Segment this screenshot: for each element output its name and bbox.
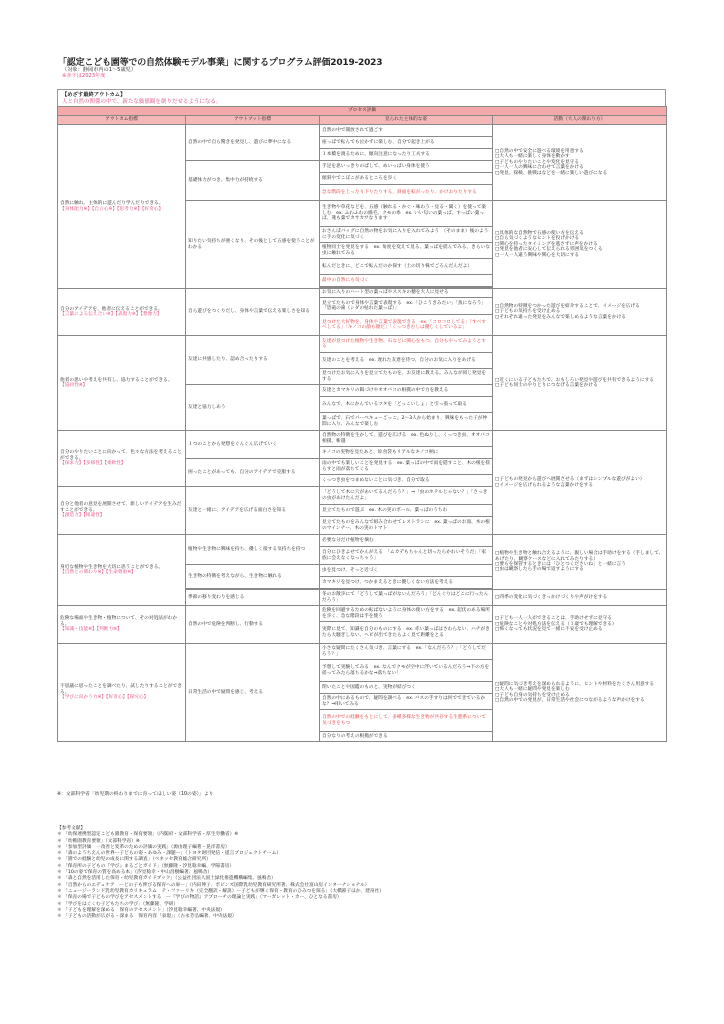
outcome-cell: 自分のアイデアを、他者に伝えることができる。 【言葉による伝え合い※】【表現力※】【想像力】 <box>58 289 186 336</box>
program-evaluation-table <box>57 106 667 742</box>
behavior-cell: 転んだときに、どこで転んだのか探す（土の切り株でごろんだんだよ） <box>320 259 493 275</box>
col-activity: 活動（大人の関わり方） <box>493 116 667 125</box>
reference-item: ＊ 「幼稚園教育要領」（文部科学省）※ <box>57 838 140 844</box>
behavior-cell: 自然の中にあるもので、疑問を調べる ex. バスの手すりは何でできているかな？⇒叩いてみる <box>320 694 493 710</box>
behavior-cell: 見つけたお気に入りを見立てたものを、お友達に教える。みんなが同じ発見をする <box>320 369 493 385</box>
reference-item: ＊ 「森と自然を活用した保育・幼児教育ガイドブック」（公益社団法人国土緑化推進機構編集、風鳴舎） <box>57 876 276 882</box>
behavior-cell: 見立てたもので身体や言葉で表現する ex.「ひこうきみたい」「魚になろう」「恐竜の歯（シダの枯れた葉っぱ）」 <box>320 298 493 315</box>
behavior-cell: 見立てたものをみんなで組み合わせてレストランに ex. 葉っぱのお皿、木の根のウインナー、木の実のトマト <box>320 517 493 535</box>
reference-item: ＊ 「保育所の子どもの『学び』まるごとガイド」（無藤隆・汐見稔幸編、学陽書房） <box>57 863 235 869</box>
output-cell: 基礎体力がつき、集中力が持続する <box>186 161 320 201</box>
behavior-cell: 自然の中で開放されて過ごす <box>320 125 493 137</box>
output-cell: 困ったことがあっても、自分のアイデアで克服する <box>186 459 320 487</box>
reference-item: ＊ 「子どもの活動が広がる・深まる 保育内容「表現」」（古永芳弘編著、中央法規） <box>57 914 237 920</box>
behavior-cell: 冬のお散歩にて「どうして葉っぱがないんだろう」「どんぐりはどこに行ったんだろう」 <box>320 590 493 606</box>
behavior-cell: カマキリを見つけ、つかまえるときに優しくない方法を考える <box>320 577 493 589</box>
outcome-cell: 危険な場面や生き物・植物について、その対処法がわかる。 【知識・技能※】【判断力※】 <box>58 606 186 644</box>
reference-item: ＊ 「保育の場で子どもの学びをアセスメントする ー『学びの物語』アプローチの理論と実践」（マーガレット・カー、ひとなる書房） <box>57 895 342 901</box>
behavior-cell: お気に入りのハート型の葉っぱやススキの穂を大人に見せる <box>320 289 493 298</box>
outcome-cell: 身近な植物や生き物を大切に思うことができる。 【自然との関わり※】【生命尊重※】 <box>58 535 186 606</box>
col-behavior: 見られた主体的な姿 <box>320 116 493 125</box>
reference-item: ＊ 「学びをはぐくむ子どもたちの学び」（無藤隆、学研） <box>57 901 179 907</box>
behavior-cell: 急な階段を上ったり下りたりする、斜面を転がったり、かけおりたりする <box>320 185 493 201</box>
behavior-cell: くっつき虫をつまめないことに気づき、自分で取る <box>320 475 493 487</box>
activity-cell: □近くにいる子どもたちで、おもしろい発見や遊びを共有できるようにする □子ども同士のやりとりにつなげる言葉をかける <box>493 336 667 431</box>
behavior-cell: 小さな疑問にたくさん気づき、言葉にする ex.「なんだろう？」「どうしてだろう？」 <box>320 644 493 660</box>
behavior-cell: 生き物や草花などを、五感（触れる・かぐ・味わう・見る・聞く）を使って楽しむ ex. ふわふわの綿毛、クモの糸 ex. いい匂いの葉っぱ、すっぱい葉っぱ、蓮も葉でカサカサなります <box>320 201 493 227</box>
output-cell: 日常生活の中で疑問を感じ、考える <box>186 644 320 742</box>
activity-cell: □四季の変化に気づくきっかけづくりや声がけをする <box>493 590 667 606</box>
activity-cell: □自然物の特徴をつかった遊びを紹介することで、イメージを広げる □子どもの気持ちを受け止める □それぞれ違った発見をみんなで楽しめるような言葉をかける <box>493 289 667 336</box>
outcome-cell: 自分のやりたいことに向かって、色々な方法を考えることができる。 【探求力】【多様性】【柔軟性】 <box>58 431 186 487</box>
outcome-cell: 自然に触れ、主体的に遊んだり学んだりできる。 【身体能力※】【自立心※】【思考力※】【好奇心】 <box>58 125 186 289</box>
behavior-cell: 友達のことを考える ex. 遅れた友達を待つ、自分のお気に入りをあげる <box>320 353 493 369</box>
behavior-cell: 自然の中での経験をもとにして、多種多様な生き物が共存する生態系について気づきをもつ <box>320 710 493 732</box>
col-output: アウトプット指標 <box>186 116 320 125</box>
behavior-cell: 実際に見て、知識を自分のものにする ex. 赤い葉っぱはさわらない、ハチがきたら大騒ぎしない、ヘビが出てきたらよく見て距離をとる <box>320 622 493 644</box>
activity-cell: □具体的な自然物で五感の使い方を伝える □自ら気づくようなヒントを投げかける □関心を持ったタイミングを逃さずに声をかける □発見を他者に安心して伝えられる雰囲気をつくる □一人一人違う興味や関心を大切にする <box>493 201 667 289</box>
reference-item: ＊ 「子どもを理解を深める 保育のアセスメント」（汐見稔幸編著、中央法規） <box>57 907 225 913</box>
output-cell: 自然の中で危険を判断し、行動する <box>186 606 320 644</box>
reference-item: ＊ 「園での経験と幼児の成長に関する調査」（ベネッセ教育総合研究所） <box>57 857 211 863</box>
output-cell: 知りたい気持ちが強くなり、その後として五感を使うことがわかる <box>186 201 320 289</box>
behavior-cell: 植物同士を発見をする ex. 角度を変えて見る、葉っぱを揺んでみる、きらいな虫に触れてみる <box>320 243 493 259</box>
behavior-cell: 虫を見つけ、そっと近づく <box>320 565 493 577</box>
behavior-cell: キノコの実物を見たあと、絵食袋もリアルなキノコ柄に <box>320 447 493 459</box>
reference-item: ＊ 「ニュージーランド乳幼児教育カリキュラム テ・ファーリキ（完全翻訳・解説）ー子どもが輝く保育・教育のひみつを探る」（大橋節子ほか、建帛社） <box>57 888 384 894</box>
col-outcome: アウトカム指標 <box>58 116 186 125</box>
behavior-cell: 手足を思いっきりのばして、めいっぱい身体を使う <box>320 161 493 173</box>
final-outcome-box <box>57 89 666 107</box>
references <box>57 826 384 920</box>
output-cell: 生き物の特徴を考えながら、生き物に触れる <box>186 565 320 589</box>
behavior-cell: 見立てたもので遊ぶ ex. 木の実のボール、葉っぱのうちわ <box>320 505 493 517</box>
behavior-cell: 危険を回避するための転ばないように身体の使い方をする ex. 起伏のある場所を歩く、急な階段は手を使う <box>320 606 493 622</box>
behavior-cell: 予想して実験してみる ex. なんでクモが空中に浮いているんだろう⇒下の方を揺ってみたら落ちるかな⇒落ちない！ <box>320 660 493 682</box>
process-header: プロセス評価 <box>58 107 667 116</box>
outcome-cell: 不思議に思ったことを調べたり、試したりすることができる。 【学びに向かう力※】【好奇心】【探究心】 <box>58 644 186 742</box>
reference-item: ＊ 「自然からのエデュケア ーどの子も伸びる保育への扉ー」（内田伸子、ポピンズ国際乳幼児教育研究所著、株式会社富山房インターナショナル） <box>57 882 370 888</box>
final-outcome-label: 【めざす最終アウトカム】 <box>62 92 126 98</box>
behavior-cell: 友達が見つけた植物や生き物、石などに関心をもつ、自分もやってみようとする <box>320 336 493 353</box>
output-cell: 自然の中で自ら驚きを発見し、遊びに夢中になる <box>186 125 320 161</box>
activity-cell: □子ども一人一人ができることは、手助けせずに見守る □危険なことや対処方法を伝える（１歳でも理解できる） □怖くなっても状況を見て一緒に不安を受け止める <box>493 606 667 644</box>
behavior-cell: 「どうして木に穴があいてるんだろう？」⇒「虫のホテルじゃない？」「さっきの虫があけたんだよ」 <box>320 487 493 505</box>
behavior-cell: 見つけた大好物を、身体や言葉で表現できる ex.「コロコロしてる」「すべすべしてる」「キノコの顔も顔だ」「くっつきむしは優しくしているよ」 <box>320 315 493 336</box>
behavior-cell: 自分なりの考えの根拠ができる <box>320 732 493 742</box>
output-cell: 植物や生き物に興味を持ち、優しく接する気持ちを持つ <box>186 535 320 565</box>
activity-cell: □植物や生き物と触れ合えるように、親しい場合は手助けをする（手しまして、あげたり、観察ケースなどに入れてみたりする） □要らを保管するときには「ひとつくださいね」と一緒に言う □虫は観察したら手の場で返すようにする <box>493 535 667 590</box>
output-cell: 友達と協力しあう <box>186 385 320 431</box>
reference-item: ＊ 「森のようちえんの世界ー子どもの姿・あゆみ・課題ー」（トヨタ財団発信・提言プロジェクトチーム） <box>57 851 282 857</box>
behavior-cell: 閉いたことや図鑑のものと、実物が結びつく <box>320 682 493 694</box>
behavior-cell: 傾斜やでこぼこがあるところを歩く <box>320 173 493 185</box>
red-text-note: ※赤字は2023年度 <box>62 73 106 79</box>
output-cell: 季節の移り変わりを感じる <box>186 590 320 606</box>
activity-cell: □自然の中で安全に遊べる環境を用意する □大人も一緒に楽しく身体を動かす □子どものやりたいことや変化を見守る □一人一人の興味に合わせて言葉をかける □発見、探検、挑戦はなどを一緒に楽しい遊びになる <box>493 125 667 201</box>
output-cell: 友達に共感したり、認め合ったりする <box>186 336 320 385</box>
output-cell: 自ら遊びをつくりだし、身体や言葉で伝える楽しさを知る <box>186 289 320 336</box>
target-note: （対象：静岡市内の1～5歳児） <box>62 67 137 73</box>
references-title: 【参考文献】 <box>57 826 86 831</box>
reference-item: ＊ 「10の姿で保育の質を高める本」（汐見稔幸・中山昌樹編著、風鳴舎） <box>57 870 213 876</box>
reference-item: ＊ 「参加型評価 一改善と変革のための評価の実践」（源由理子編著・晃洋書房） <box>57 844 230 850</box>
output-cell: １つのことから発想をぐんぐん広げていく <box>186 431 320 459</box>
output-cell: 友達と一緒に、アイデアを広げる面白さを知る <box>186 487 320 535</box>
reference-item: ＊ 「幼保連携型認定こども園教育・保育要領」（内閣府・文部科学省・厚生労働省）※ <box>57 832 239 838</box>
outcome-cell: 自分と他者の意見を展開させて、新しいアイデアを生みだすことができる。 【創造力】【相違性】 <box>58 487 186 535</box>
behavior-cell: おさんぽバッグに自然の物をお気に入りを入れてみよう （そのまま）後のように手の変化に気づく <box>320 227 493 243</box>
behavior-cell: 必要な分だけ植物を摘む <box>320 535 493 547</box>
activity-cell: □子どもの発見から遊びへ展開させる（まずはシンプルな遊びがよい） □イメージを広げられるような言葉かけをする <box>493 431 667 535</box>
behavior-cell: 最中の自然にも気づく <box>320 275 493 287</box>
behavior-cell: 友達とカマキリの餌づけやオオバコの相撲の中で力を教える <box>320 385 493 397</box>
page-title: 「認定こども園等での自然体験モデル事業」に関するプログラム評価2019-2023 <box>58 58 383 68</box>
final-outcome-text: 人と自然の関係の中で、新たな価値観を創りだせるようになる。 <box>62 99 222 105</box>
behavior-cell: 雨の中でも楽しいことを発見する ex. 葉っぱの中で雨を隠すこと、木の根を揺らすと雨が落ちてくる <box>320 459 493 475</box>
footnote: ※：文部科学省「幼児期の終わりまでに育ってほしい姿（10の姿）」より <box>57 792 214 797</box>
behavior-cell: 自然物の特徴を生かして、遊びを広げる ex. 色ぬりし、くっつき虫、オオバコ相撲、斬越 <box>320 431 493 447</box>
behavior-cell: 葉っぱで、石でバーベキューごっこ。2～3人から始まり、興味をもった子が仲間に入り、みんなで楽しむ <box>320 413 493 431</box>
behavior-cell: みんなで、木にかんでいるツタを「どっこいしょ」と引っ張って取る <box>320 397 493 413</box>
behavior-cell: １本橋を渡るために、傾向注意になったり工夫する <box>320 149 493 161</box>
behavior-cell: 座っぱで転んでも泣かずに楽しむ、自分で起き上がる <box>320 137 493 149</box>
behavior-cell: 自分にひきよせてかんがえる 「ムカデもちゃんと切ったらかわいそうだ」「家族に会えなくなっちゃう」 <box>320 547 493 565</box>
activity-cell: □疑問に気づき考えを深められるように、ヒントや材料をたくさん用意する □大人も一緒に疑問や発見を楽しむ □子ども自身の気持ちを受け止める □自然の中での発見が、日常生活や社会につながるような声かけをする <box>493 644 667 742</box>
outcome-cell: 他者の思いや考えを共有し、協力することができる。 【協同性※】 <box>58 336 186 431</box>
